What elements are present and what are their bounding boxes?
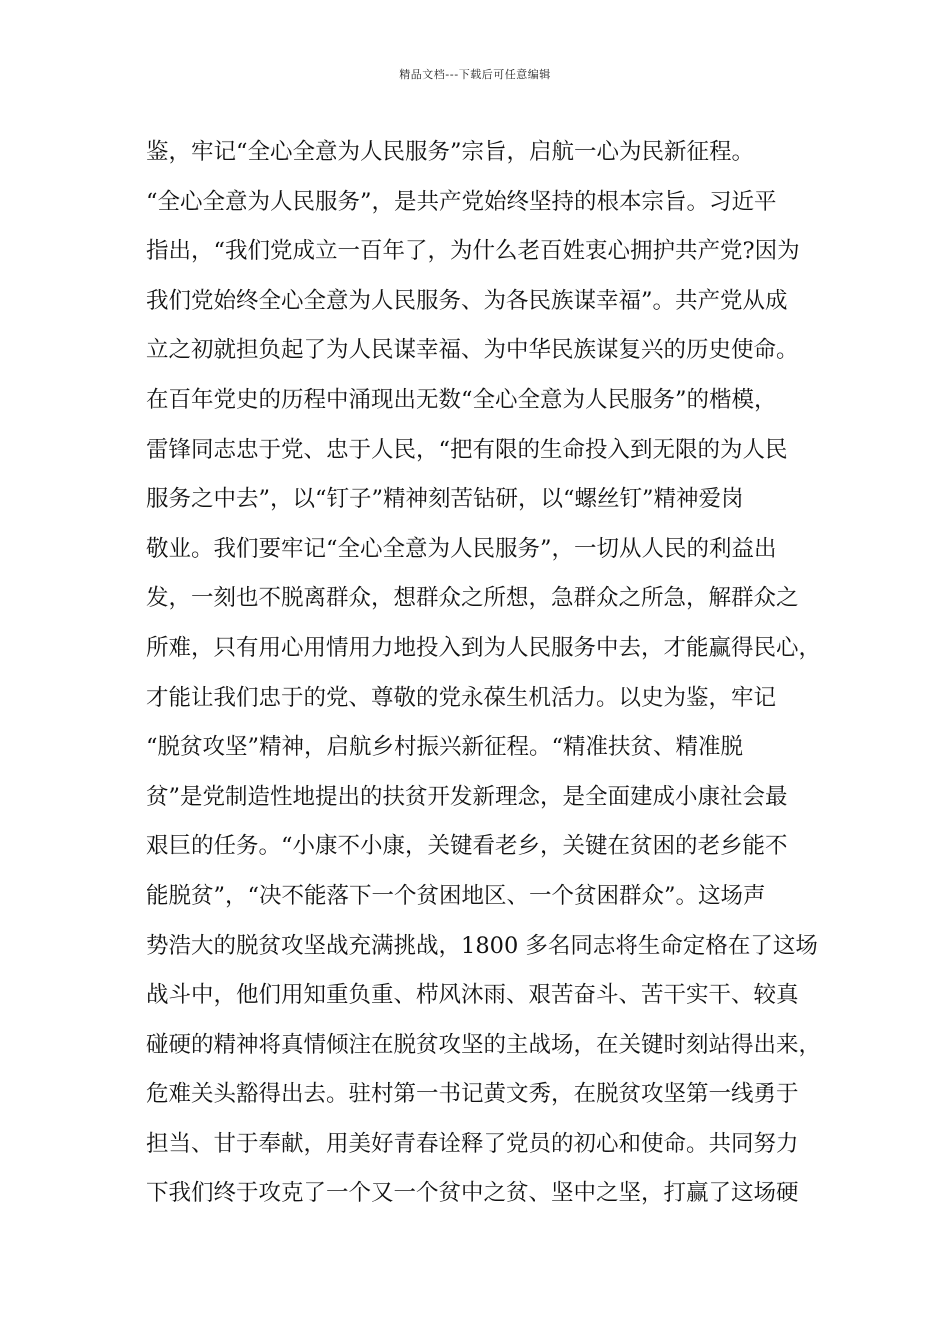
text-line: 碰硬的精神将真情倾注在脱贫攻坚的主战场，在关键时刻站得出来， [146,1031,822,1058]
text-line: “全心全意为人民服务”，是共产党始终坚持的根本宗旨。习近平 [146,188,777,215]
text-line: 艰巨的任务。“小康不小康，关键看老乡，关键在贫困的老乡能不 [146,833,788,860]
text-line: 所难，只有用心用情用力地投入到为人民服务中去，才能赢得民心， [146,634,822,661]
text-line: 在百年党史的历程中涌现出无数“全心全意为人民服务”的楷模， [146,386,777,413]
text-line: 势浩大的脱贫攻坚战充满挑战，1800 多名同志将生命定格在了这场 [146,932,818,959]
text-line: 下我们终于攻克了一个又一个贫中之贫、坚中之坚，打赢了这场硬 [146,1180,799,1207]
text-line: 战斗中，他们用知重负重、栉风沐雨、艰苦奋斗、苦干实干、较真 [146,982,799,1009]
text-line: 发，一刻也不脱离群众，想群众之所想，急群众之所急，解群众之 [146,585,799,612]
text-line: 我们党始终全心全意为人民服务、为各民族谋幸福”。共产党从成 [146,287,788,314]
text-line: 指出，“我们党成立一百年了，为什么老百姓衷心拥护共产党?因为 [146,238,800,265]
text-line: 立之初就担负起了为人民谋幸福、为中华民族谋复兴的历史使命。 [146,337,799,364]
page-header: 精品文档---下载后可任意编辑 [399,68,551,81]
text-line: “脱贫攻坚”精神，启航乡村振兴新征程。“精准扶贫、精准脱 [146,734,744,761]
document-body [146,128,836,1219]
text-line: 才能让我们忠于的党、尊敬的党永葆生机活力。以史为鉴，牢记 [146,684,777,711]
text-line: 能脱贫”，“决不能落下一个贫困地区、一个贫困群众”。这场声 [146,882,766,909]
text-line: 危难关头豁得出去。驻村第一书记黄文秀，在脱贫攻坚第一线勇于 [146,1081,799,1108]
text-line: 担当、甘于奉献，用美好青春诠释了党员的初心和使命。共同努力 [146,1130,799,1157]
text-line: 雷锋同志忠于党、忠于人民，“把有限的生命投入到无限的为人民 [146,436,788,463]
text-line: 敬业。我们要牢记“全心全意为人民服务”，一切从人民的利益出 [146,535,777,562]
text-line: 贫”是党制造性地提出的扶贫开发新理念，是全面建成小康社会最 [146,783,788,810]
text-line: 鉴，牢记“全心全意为人民服务”宗旨，启航一心为民新征程。 [146,139,755,165]
text-line: 服务之中去”，以“钉子”精神刻苦钻研，以“螺丝钉”精神爱岗 [146,486,744,513]
